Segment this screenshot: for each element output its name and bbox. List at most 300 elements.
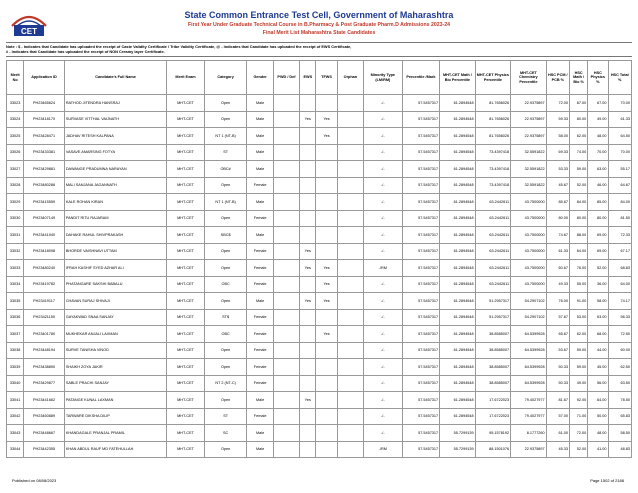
table-cell: 33038 xyxy=(7,342,24,359)
table-cell: JADHAV RITESH KALPANA xyxy=(64,128,166,145)
table-cell: -/- xyxy=(364,144,403,161)
table-cell xyxy=(300,408,316,425)
table-cell: 49.33 xyxy=(546,276,569,293)
table-cell: NT 2 (NT-C) xyxy=(204,375,247,392)
table-cell xyxy=(337,309,363,326)
table-cell xyxy=(273,425,299,442)
table-cell xyxy=(273,326,299,343)
table-row xyxy=(7,309,632,326)
table-cell: 64.50 xyxy=(608,128,632,145)
table-cell: 57.5457317 xyxy=(402,326,440,343)
table-cell: Female xyxy=(247,375,273,392)
table-cell: 51.2957317 xyxy=(475,293,511,310)
table-cell: GAYAKWAD SNAA SANJAY xyxy=(64,309,166,326)
table-cell: -/- xyxy=(364,293,403,310)
table-cell xyxy=(337,177,363,194)
table-cell: 57.5457317 xyxy=(402,144,440,161)
table-cell xyxy=(316,161,337,178)
table-cell: 61.2894548 xyxy=(440,161,476,178)
table-cell: PH23429881 xyxy=(24,161,65,178)
merit-list-table xyxy=(6,60,632,458)
table-cell xyxy=(337,194,363,211)
table-cell: 61.2894548 xyxy=(440,408,476,425)
table-cell: 59.33 xyxy=(546,111,569,128)
table-cell: 61.2894548 xyxy=(440,95,476,112)
table-cell: 74.00 xyxy=(569,144,587,161)
table-cell: SBC$ xyxy=(204,227,247,244)
table-cell xyxy=(316,375,337,392)
table-cell: PH23441940 xyxy=(24,227,65,244)
table-row xyxy=(7,227,632,244)
table-cell: 41.00 xyxy=(588,441,608,458)
table-row xyxy=(7,359,632,376)
table-cell xyxy=(300,144,316,161)
table-cell: 57.5457317 xyxy=(402,392,440,409)
table-cell: Female xyxy=(247,342,273,359)
table-header-row xyxy=(7,61,632,95)
table-row xyxy=(7,375,632,392)
table-cell: 70.00 xyxy=(608,95,632,112)
table-cell: Open xyxy=(204,441,247,458)
table-cell: 61.2894548 xyxy=(440,111,476,128)
table-cell: Open xyxy=(204,293,247,310)
table-cell: PATANGE KUNAL LAXMAN xyxy=(64,392,166,409)
column-header: MHT-CET Chemistry Percentile xyxy=(511,61,547,95)
table-cell: OBC xyxy=(204,276,247,293)
table-cell: DAHAKE RAHUL SHIVPRAKASH xyxy=(64,227,166,244)
table-cell: 17.6722023 xyxy=(475,392,511,409)
table-cell: Yes xyxy=(316,326,337,343)
column-header: HSC Physics % xyxy=(588,61,608,95)
table-cell: 95.1578192 xyxy=(475,425,511,442)
table-cell: MALI SANJANA JAGANNATH xyxy=(64,177,166,194)
column-header: Merit Exam xyxy=(167,61,205,95)
table-cell: 61.2894548 xyxy=(440,227,476,244)
table-cell xyxy=(300,326,316,343)
table-cell: TARWARE DIKSHA DILIP xyxy=(64,408,166,425)
table-cell: 57.5457317 xyxy=(402,227,440,244)
table-cell: PH23418098 xyxy=(24,243,65,260)
table-cell: 46.00 xyxy=(588,177,608,194)
table-cell xyxy=(316,95,337,112)
table-cell: MHT-CET xyxy=(167,342,205,359)
table-cell: Yes xyxy=(316,276,337,293)
table-cell: Male xyxy=(247,425,273,442)
table-cell: Open xyxy=(204,260,247,277)
table-cell: MUKHEKAR ANJALI LAXMAN xyxy=(64,326,166,343)
table-cell xyxy=(273,276,299,293)
table-cell: 57.5457317 xyxy=(402,95,440,112)
table-body xyxy=(7,95,632,458)
table-cell: 22.9375897 xyxy=(511,128,547,145)
table-cell: 33044 xyxy=(7,441,24,458)
table-cell: 32.5591822 xyxy=(511,144,547,161)
table-cell: 79.4027977 xyxy=(511,408,547,425)
column-header: EWS xyxy=(300,61,316,95)
table-cell xyxy=(273,309,299,326)
table-cell: -/- xyxy=(364,342,403,359)
table-cell: 50.33 xyxy=(546,375,569,392)
table-cell: 55.00 xyxy=(569,276,587,293)
table-cell: 57.5457317 xyxy=(402,111,440,128)
table-cell xyxy=(300,425,316,442)
table-cell: MHT-CET xyxy=(167,260,205,277)
table-cell: 57.5457317 xyxy=(402,309,440,326)
table-cell: 79.4027977 xyxy=(511,392,547,409)
table-cell: 61.2894548 xyxy=(440,359,476,376)
page-number: Page 1502 of 2188 xyxy=(590,478,624,483)
table-cell: MHT-CET xyxy=(167,293,205,310)
table-cell: -/- xyxy=(364,243,403,260)
table-cell: 44.00 xyxy=(588,342,608,359)
table-cell: 81.50 xyxy=(608,210,632,227)
table-cell: 57.5457317 xyxy=(402,161,440,178)
table-cell xyxy=(300,128,316,145)
table-cell xyxy=(337,276,363,293)
table-cell: 63.2442611 xyxy=(475,276,511,293)
table-cell: -/- xyxy=(364,177,403,194)
table-cell: 48.00 xyxy=(588,128,608,145)
table-cell xyxy=(337,375,363,392)
table-cell: 61.2894548 xyxy=(440,375,476,392)
table-cell: 57.5457317 xyxy=(402,260,440,277)
table-cell: KALE ROHAN KIRAN xyxy=(64,194,166,211)
table-cell: 43.7500000 xyxy=(511,260,547,277)
table-cell xyxy=(300,95,316,112)
table-cell xyxy=(300,441,316,458)
table-cell: 69.00 xyxy=(588,243,608,260)
table-cell: PH23480286 xyxy=(24,177,65,194)
table-cell: 73.4397418 xyxy=(475,177,511,194)
table-cell: PH23438890 xyxy=(24,359,65,376)
table-cell: MHT-CET xyxy=(167,359,205,376)
table-cell: Male xyxy=(247,441,273,458)
table-cell: SHAIKH ZOYA JAKIR xyxy=(64,359,166,376)
table-cell xyxy=(273,375,299,392)
table-cell: 61.2894548 xyxy=(440,210,476,227)
table-cell: PH23465624 xyxy=(24,95,65,112)
table-cell: Open xyxy=(204,243,247,260)
table-cell: 63.50 xyxy=(608,375,632,392)
table-cell: 58.00 xyxy=(588,293,608,310)
table-cell: SABLE PRACHI SANJAY xyxy=(64,375,166,392)
table-cell: 52.00 xyxy=(588,260,608,277)
table-cell xyxy=(273,243,299,260)
table-cell: -/- xyxy=(364,276,403,293)
table-cell xyxy=(337,95,363,112)
column-header: Candidate's Full Name xyxy=(64,61,166,95)
table-cell: 45.67 xyxy=(546,177,569,194)
table-cell: 71.00 xyxy=(569,408,587,425)
table-cell: MHT-CET xyxy=(167,210,205,227)
table-cell: 62.00 xyxy=(569,326,587,343)
table-cell: PH23419782 xyxy=(24,276,65,293)
table-cell: -/- xyxy=(364,359,403,376)
table-cell: 57.5457317 xyxy=(402,128,440,145)
table-cell: -/- xyxy=(364,194,403,211)
table-cell: 48.83 xyxy=(608,441,632,458)
column-header: Minority Type (LM/RM) xyxy=(364,61,403,95)
table-cell: 55.7299139 xyxy=(440,441,476,458)
table-cell: Male xyxy=(247,128,273,145)
table-cell: 57.5457317 xyxy=(402,408,440,425)
table-cell: 61.2894548 xyxy=(440,326,476,343)
table-row xyxy=(7,177,632,194)
table-cell: PH23429877 xyxy=(24,375,65,392)
table-cell: 69.33 xyxy=(546,144,569,161)
column-header: MHT-CET Physics Percentile xyxy=(475,61,511,95)
table-cell: 22.9375897 xyxy=(511,441,547,458)
table-cell: 84.00 xyxy=(608,194,632,211)
table-cell: 33029 xyxy=(7,194,24,211)
table-cell xyxy=(273,210,299,227)
table-cell: 81.7656026 xyxy=(475,128,511,145)
column-header: Category xyxy=(204,61,247,95)
table-cell: ST xyxy=(204,144,247,161)
table-cell xyxy=(316,392,337,409)
table-cell: Open xyxy=(204,177,247,194)
table-cell xyxy=(316,177,337,194)
table-cell: 64.5399928 xyxy=(511,375,547,392)
table-cell: Female xyxy=(247,326,273,343)
table-cell: PH23460889 xyxy=(24,408,65,425)
table-cell: 59.00 xyxy=(569,342,587,359)
table-cell: PH23442355 xyxy=(24,441,65,458)
table-cell: OBC xyxy=(204,326,247,343)
table-cell xyxy=(273,144,299,161)
table-cell: 73.4397418 xyxy=(475,144,511,161)
table-cell: 22.9375897 xyxy=(511,111,547,128)
table-cell: 53.33 xyxy=(546,161,569,178)
table-cell: -/- xyxy=(364,375,403,392)
table-row xyxy=(7,408,632,425)
table-row xyxy=(7,392,632,409)
table-cell: Male xyxy=(247,161,273,178)
published-date: Published on 08/08/2023 xyxy=(12,478,57,483)
table-cell: 57.5457317 xyxy=(402,177,440,194)
table-cell: 33026 xyxy=(7,144,24,161)
svg-text:CET: CET xyxy=(21,27,37,36)
table-cell: 58.00 xyxy=(546,128,569,145)
table-cell: 63.2442611 xyxy=(475,243,511,260)
table-cell: 76.00 xyxy=(546,293,569,310)
column-header: Percentile /Mark xyxy=(402,61,440,95)
column-header: Gender xyxy=(247,61,273,95)
table-row xyxy=(7,95,632,112)
table-cell: SURVE TANISHA VINOD xyxy=(64,342,166,359)
table-cell: 57.5457317 xyxy=(402,375,440,392)
table-cell: 58.50 xyxy=(608,425,632,442)
table-cell xyxy=(273,161,299,178)
table-cell: 81.7656026 xyxy=(475,95,511,112)
table-cell: 57.5457317 xyxy=(402,441,440,458)
table-cell: 36.00 xyxy=(588,276,608,293)
table-cell: 33037 xyxy=(7,326,24,343)
table-cell: 33033 xyxy=(7,260,24,277)
table-cell: 32.5591822 xyxy=(511,177,547,194)
table-cell: Open xyxy=(204,342,247,359)
table-cell xyxy=(300,359,316,376)
table-cell: 67.17 xyxy=(608,243,632,260)
table-cell: Female xyxy=(247,260,273,277)
table-cell xyxy=(273,227,299,244)
table-row xyxy=(7,243,632,260)
table-cell: 70.00 xyxy=(608,144,632,161)
table-cell: 48.00 xyxy=(588,425,608,442)
table-cell: 64.00 xyxy=(588,392,608,409)
table-cell xyxy=(300,276,316,293)
table-cell xyxy=(273,128,299,145)
column-header: Merit No xyxy=(7,61,24,95)
table-cell: -/- xyxy=(364,392,403,409)
table-cell: 61.33 xyxy=(608,111,632,128)
table-cell: 63.2442611 xyxy=(475,227,511,244)
table-cell xyxy=(316,144,337,161)
table-cell xyxy=(337,243,363,260)
table-cell xyxy=(337,293,363,310)
table-cell: 55.7299139 xyxy=(440,425,476,442)
table-row xyxy=(7,425,632,442)
table-cell: 55.17 xyxy=(608,161,632,178)
table-cell: MHT-CET xyxy=(167,276,205,293)
table-cell: 57.5457317 xyxy=(402,342,440,359)
table-cell: 56.00 xyxy=(588,375,608,392)
table-cell: 43.7500000 xyxy=(511,210,547,227)
table-cell: PH23419117 xyxy=(24,293,65,310)
table-cell: 63.2442611 xyxy=(475,260,511,277)
table-cell: 72.33 xyxy=(608,227,632,244)
table-cell: 8.1777260 xyxy=(511,425,547,442)
table-cell: Open xyxy=(204,392,247,409)
column-header: Application ID xyxy=(24,61,65,95)
table-cell: MHT-CET xyxy=(167,392,205,409)
table-cell: Yes xyxy=(316,260,337,277)
table-cell: SC xyxy=(204,425,247,442)
table-cell: 63.2442611 xyxy=(475,194,511,211)
table-cell: 85.67 xyxy=(546,194,569,211)
table-cell: MHT-CET xyxy=(167,227,205,244)
table-cell: 50.00 xyxy=(588,408,608,425)
table-cell xyxy=(273,95,299,112)
table-cell: 43.7500000 xyxy=(511,276,547,293)
table-cell xyxy=(337,342,363,359)
table-cell xyxy=(273,392,299,409)
table-cell: 92.00 xyxy=(569,392,587,409)
column-header: PWD / Def xyxy=(273,61,299,95)
table-cell: 61.00 xyxy=(546,425,569,442)
table-cell: Yes xyxy=(300,392,316,409)
table-cell: 33025 xyxy=(7,128,24,145)
table-cell xyxy=(337,260,363,277)
table-cell: 38.8585007 xyxy=(475,375,511,392)
table-cell: 61.2894548 xyxy=(440,144,476,161)
table-cell: 33039 xyxy=(7,359,24,376)
column-header: HSC PCM / PCB % xyxy=(546,61,569,95)
table-cell: 74.17 xyxy=(608,293,632,310)
table-cell: Female xyxy=(247,276,273,293)
table-cell: -/- xyxy=(364,309,403,326)
table-cell: 45.33 xyxy=(546,441,569,458)
table-cell: 33032 xyxy=(7,243,24,260)
table-cell: -/RM xyxy=(364,441,403,458)
table-cell xyxy=(300,177,316,194)
notes-section xyxy=(6,42,632,57)
table-cell: 64.67 xyxy=(608,177,632,194)
table-cell: 51.2957317 xyxy=(475,309,511,326)
table-cell: 61.2894548 xyxy=(440,194,476,211)
table-cell: 84.00 xyxy=(569,194,587,211)
table-cell: 87.00 xyxy=(569,95,587,112)
table-cell: 62.50 xyxy=(608,359,632,376)
table-cell: MHT-CET xyxy=(167,326,205,343)
table-cell: 57.5457317 xyxy=(402,425,440,442)
table-cell: PH23433381 xyxy=(24,144,65,161)
table-cell: 63.00 xyxy=(588,309,608,326)
table-cell xyxy=(337,161,363,178)
table-cell: 85.00 xyxy=(588,194,608,211)
table-cell: Open xyxy=(204,95,247,112)
table-cell: MHT-CET xyxy=(167,128,205,145)
table-cell: 61.2894548 xyxy=(440,177,476,194)
table-cell: 64.00 xyxy=(608,276,632,293)
table-cell: 38.8585007 xyxy=(475,359,511,376)
table-cell: 61.2894548 xyxy=(440,128,476,145)
table-cell: PH23401780 xyxy=(24,326,65,343)
table-cell: -/- xyxy=(364,128,403,145)
table-cell: 74.67 xyxy=(546,227,569,244)
table-cell: 61.2894548 xyxy=(440,342,476,359)
table-cell xyxy=(337,359,363,376)
table-cell: 17.6722023 xyxy=(475,408,511,425)
table-row xyxy=(7,194,632,211)
table-cell: Female xyxy=(247,408,273,425)
table-cell: 54.2907102 xyxy=(511,309,547,326)
table-cell: 33040 xyxy=(7,375,24,392)
table-cell: MHT-CET xyxy=(167,441,205,458)
table-cell xyxy=(316,408,337,425)
header-list-title: Final Merit List Maharashtra State Candidates xyxy=(262,30,376,36)
table-cell xyxy=(337,392,363,409)
table-cell: Male xyxy=(247,392,273,409)
table-cell xyxy=(316,194,337,211)
table-cell: RATHOD JITENDRA HANSRAJ xyxy=(64,95,166,112)
table-cell: PH23418170 xyxy=(24,111,65,128)
table-cell: VASAVE AMARSING FOTYA xyxy=(64,144,166,161)
table-cell: PH23415559 xyxy=(24,194,65,211)
table-row xyxy=(7,128,632,145)
table-cell: 43.7500000 xyxy=(511,227,547,244)
table-cell: PH23407149 xyxy=(24,210,65,227)
table-cell: 65.67 xyxy=(546,326,569,343)
table-cell: 53.67 xyxy=(546,342,569,359)
table-cell: ST xyxy=(204,408,247,425)
table-cell: -/RM xyxy=(364,260,403,277)
table-row xyxy=(7,260,632,277)
table-cell: Male xyxy=(247,194,273,211)
table-cell: 88.1501076 xyxy=(475,441,511,458)
table-cell: Male xyxy=(247,293,273,310)
column-header: TFWS xyxy=(316,61,337,95)
table-cell: 57.00 xyxy=(546,408,569,425)
table-cell: 61.2894548 xyxy=(440,293,476,310)
table-cell: Female xyxy=(247,309,273,326)
table-cell: MHT-CET xyxy=(167,161,205,178)
table-cell: MHT-CET xyxy=(167,111,205,128)
table-cell: Yes xyxy=(316,293,337,310)
table-cell: 61.2894548 xyxy=(440,392,476,409)
table-cell: 68.83 xyxy=(608,260,632,277)
table-cell: MHT-CET xyxy=(167,243,205,260)
